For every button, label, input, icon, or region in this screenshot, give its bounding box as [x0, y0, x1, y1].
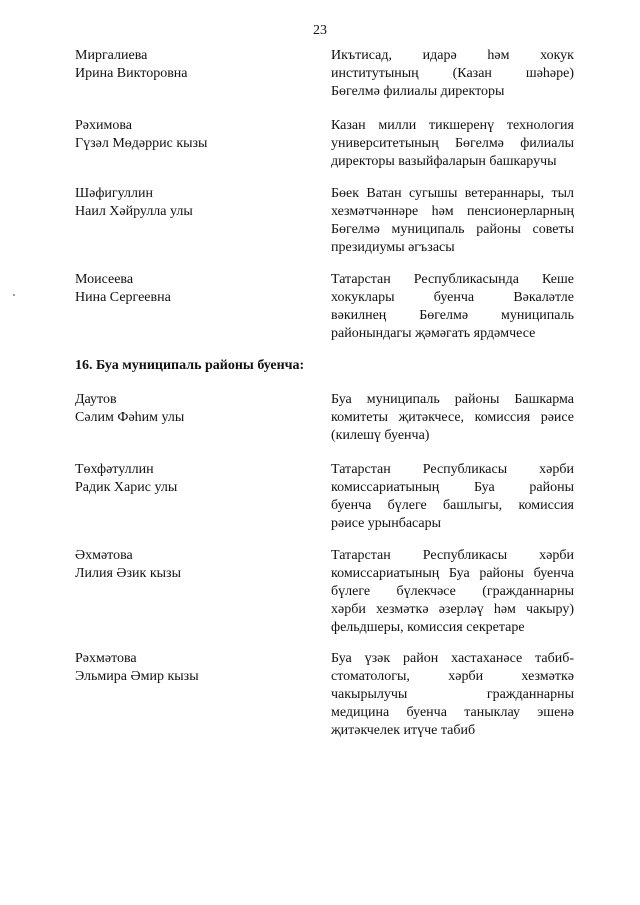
- member-name: [75, 391, 305, 427]
- position-line: Казан милли тикшеренү технология: [331, 118, 574, 133]
- member-position: [331, 650, 574, 740]
- member-given-names: Ирина Викторовна: [75, 66, 188, 81]
- position-line: чакырылучы гражданнарны: [331, 687, 574, 702]
- member-position: [331, 185, 574, 257]
- position-line: җитәкчелек итүче табиб: [331, 723, 476, 738]
- position-line: хокуклары буенча Вәкаләтле: [331, 290, 574, 305]
- position-line: Буа муниципаль районы Башкарма: [331, 392, 574, 407]
- member-given-names: Сәлим Фәһим улы: [75, 410, 185, 425]
- position-line: вәкилнең Бөгелмә муниципаль: [331, 308, 574, 323]
- position-line: (килешү буенча): [331, 428, 430, 443]
- member-surname: Миргалиева: [75, 48, 148, 63]
- member-surname: Шәфигуллин: [75, 186, 153, 201]
- position-line: Бөгелмә муниципаль районы советы: [331, 222, 574, 237]
- member-position: [331, 271, 574, 343]
- position-line: Бөгелмә филиалы директоры: [331, 84, 505, 99]
- position-line: Татарстан Республикасы хәрби: [331, 548, 574, 563]
- member-position: [331, 47, 574, 101]
- position-line: районындагы җәмәгать ярдәмчесе: [331, 326, 536, 341]
- position-line: медицина буенча таныклау эшенә: [331, 705, 574, 720]
- member-given-names: Эльмира Әмир кызы: [75, 669, 199, 684]
- position-line: буенча бүлеге башлыгы, комиссия: [331, 498, 574, 513]
- position-line: университетының Бөгелмә филиалы: [331, 136, 574, 151]
- position-line: институтының (Казан шәһәре): [331, 66, 574, 81]
- member-name: [75, 461, 305, 497]
- member-name: [75, 185, 305, 221]
- member-given-names: Радик Харис улы: [75, 480, 178, 495]
- position-line: Татарстан Республикасында Кеше: [331, 272, 574, 287]
- member-surname: Төхфәтуллин: [75, 462, 154, 477]
- position-line: директоры вазыйфаларын башкаручы: [331, 154, 557, 169]
- position-line: бүлеге бүлекчәсе (гражданнарны: [331, 584, 574, 599]
- position-line: рәисе урынбасары: [331, 516, 442, 531]
- member-surname: Даутов: [75, 392, 117, 407]
- member-surname: Моисеева: [75, 272, 134, 287]
- member-name: [75, 650, 305, 686]
- section-heading: 16. Буа муниципаль районы буенча:: [75, 358, 305, 373]
- member-position: [331, 117, 574, 171]
- member-surname: Рәхимова: [75, 118, 132, 133]
- position-line: хезмәтчәннәре һәм пенсионерларның: [331, 204, 574, 219]
- member-name: [75, 547, 305, 583]
- member-given-names: Нина Сергеевна: [75, 290, 171, 305]
- member-surname: Әхмәтова: [75, 548, 133, 563]
- position-line: президиумы әгъзасы: [331, 240, 455, 255]
- member-name: [75, 117, 305, 153]
- position-line: Бөек Ватан сугышы ветераннары, тыл: [331, 186, 574, 201]
- position-line: Буа үзәк район хастаханәсе табиб-: [331, 651, 574, 666]
- member-position: [331, 461, 574, 533]
- member-name: [75, 271, 305, 307]
- position-line: комитеты җитәкчесе, комиссия рәисе: [331, 410, 574, 425]
- member-name: [75, 47, 305, 83]
- member-position: [331, 547, 574, 637]
- position-line: комиссариатының Буа районы: [331, 480, 574, 495]
- scan-speck: [13, 294, 15, 296]
- position-line: хәрби хезмәткә әзерләү һәм чакыру): [331, 602, 574, 617]
- page-number: 23: [313, 23, 327, 38]
- position-line: фельдшеры, комиссия секретаре: [331, 620, 525, 635]
- member-position: [331, 391, 574, 445]
- position-line: комиссариатының Буа районы буенча: [331, 566, 574, 581]
- member-surname: Рәхмәтова: [75, 651, 137, 666]
- position-line: Икътисад, идарә һәм хокук: [331, 48, 574, 63]
- member-given-names: Лилия Әзик кызы: [75, 566, 181, 581]
- position-line: Татарстан Республикасы хәрби: [331, 462, 574, 477]
- member-given-names: Гүзәл Мөдәррис кызы: [75, 136, 208, 151]
- member-given-names: Наил Хәйрулла улы: [75, 204, 193, 219]
- position-line: стоматологы, хәрби хезмәткә: [331, 669, 574, 684]
